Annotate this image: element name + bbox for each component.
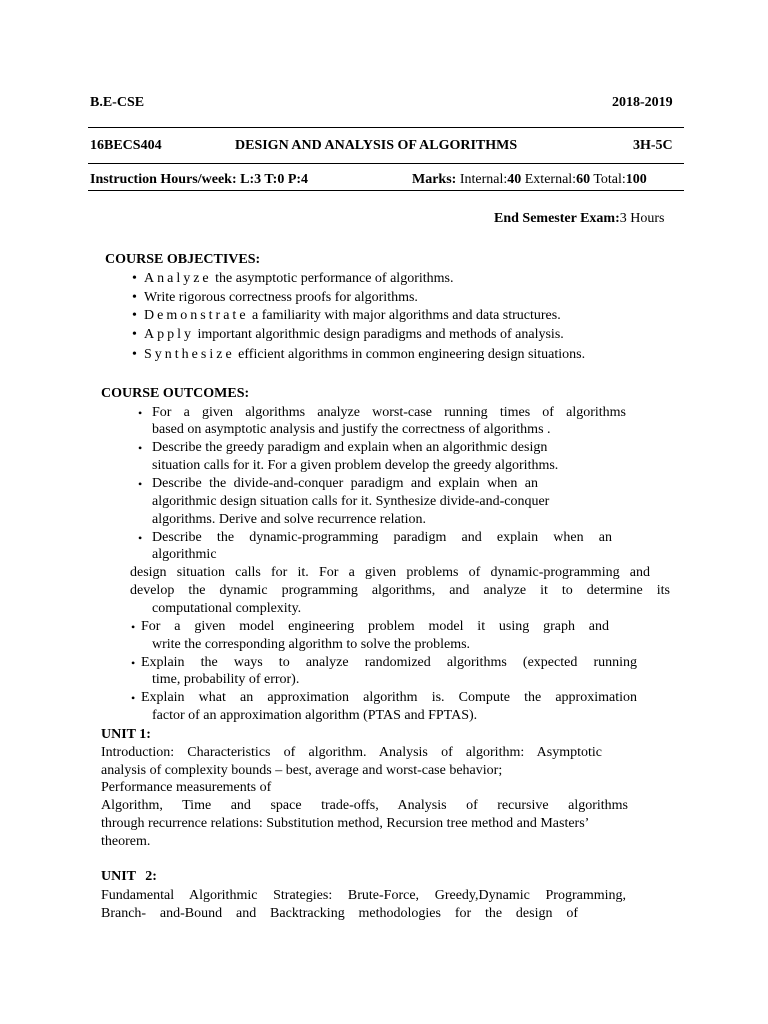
objectives-heading: COURSE OBJECTIVES:	[105, 252, 261, 267]
unit2-heading: UNIT 2:	[101, 869, 157, 884]
objective-verb: Demonstrate	[144, 308, 249, 323]
unit1-line: Introduction: Characteristics of algorithm. Analysis of algorithm: Asymptotic	[101, 745, 602, 760]
bullet: •	[132, 327, 137, 342]
unit2-line: Fundamental Algorithmic Strategies: Brute-Force, Greedy,Dynamic Programming,	[101, 888, 626, 903]
objective-item	[132, 289, 418, 307]
instruction-hours: Instruction Hours/week: L:3 T:0 P:4	[90, 172, 309, 187]
unit1-line: through recurrence relations: Substitution method, Recursion tree method and Masters’	[101, 816, 590, 831]
bullet: •	[132, 271, 137, 286]
unit1-line: theorem.	[101, 834, 151, 849]
bullet: •	[131, 656, 136, 670]
academic-year: 2018-2019	[612, 95, 673, 110]
outcome-line: Explain the ways to analyze randomized algorithms (expected running	[141, 655, 637, 670]
outcome-line: based on asymptotic analysis and justify the correctness of algorithms .	[152, 422, 551, 437]
unit1-line: analysis of complexity bounds – best, average and worst-case behavior;	[101, 763, 503, 778]
outcome-line: Describe the greedy paradigm and explain when an algorithmic design	[152, 440, 548, 455]
course-title: DESIGN AND ANALYSIS OF ALGORITHMS	[235, 138, 518, 153]
internal-value: 40	[507, 172, 522, 187]
internal-label: Internal:	[459, 172, 508, 187]
objective-verb: Analyze	[144, 271, 212, 286]
marks-line	[412, 171, 647, 189]
outcomes-heading: COURSE OUTCOMES:	[101, 386, 250, 401]
objective-verb: Apply	[144, 327, 194, 342]
objective-item	[132, 326, 564, 344]
bullet: •	[138, 531, 143, 545]
external-value: 60	[576, 172, 591, 187]
outcome-line: situation calls for it. For a given problem develop the greedy algorithms.	[152, 458, 559, 473]
unit1-line: Algorithm, Time and space trade-offs, Analysis of recursive algorithms	[101, 798, 628, 813]
objective-text: efficient algorithms in common engineering design situations.	[234, 347, 586, 362]
course-credits: 3H-5C	[633, 138, 673, 153]
program-name: B.E-CSE	[90, 95, 145, 110]
bullet: •	[138, 477, 143, 491]
outcome-line: factor of an approximation algorithm (PTAS and FPTAS).	[152, 708, 478, 723]
bullet: •	[131, 691, 136, 705]
total-label: Total:	[593, 172, 626, 187]
outcome-line: write the corresponding algorithm to solve the problems.	[152, 637, 471, 652]
objective-item	[132, 307, 561, 325]
bullet: •	[131, 620, 136, 634]
objective-verb: Synthesize	[144, 347, 235, 362]
unit1-heading: UNIT 1:	[101, 727, 151, 742]
total-value: 100	[625, 172, 647, 187]
bullet: •	[132, 347, 137, 362]
divider-bottom	[88, 190, 684, 191]
outcome-line: For a given model engineering problem model it using graph and	[141, 619, 609, 634]
unit1-line: Performance measurements of	[101, 780, 272, 795]
bullet: •	[138, 441, 143, 455]
divider-mid	[88, 163, 684, 164]
external-label: External:	[524, 172, 577, 187]
bullet: •	[132, 290, 137, 305]
bullet: •	[138, 406, 143, 420]
objective-item	[132, 270, 453, 288]
outcome-line: For a given algorithms analyze worst-case running times of algorithms	[152, 405, 626, 420]
objective-text: Write rigorous correctness proofs for algorithms.	[144, 290, 418, 305]
outcome-line: algorithmic	[152, 547, 217, 562]
outcome-line: time, probability of error).	[152, 672, 300, 687]
unit2-line: Branch- and-Bound and Backtracking methodologies for the design of	[101, 906, 578, 921]
outcome-line: design situation calls for it. For a given problems of dynamic-programming and	[130, 565, 650, 580]
divider-top	[88, 127, 684, 128]
outcome-line: algorithms. Derive and solve recurrence relation.	[152, 512, 427, 527]
exam-label: End Semester Exam:	[494, 211, 620, 226]
marks-label: Marks:	[412, 172, 457, 187]
outcome-line: Describe the dynamic-programming paradigm and explain when an	[152, 530, 612, 545]
outcome-line: Explain what an approximation algorithm is. Compute the approximation	[141, 690, 637, 705]
outcome-line: develop the dynamic programming algorithms, and analyze it to determine its	[130, 583, 670, 598]
objective-text: the asymptotic performance of algorithms.	[211, 271, 454, 286]
objective-item	[132, 346, 585, 364]
objective-text: important algorithmic design paradigms and methods of analysis.	[194, 327, 564, 342]
outcome-line: computational complexity.	[152, 601, 302, 616]
outcome-line: algorithmic design situation calls for it. Synthesize divide-and-conquer	[152, 494, 550, 509]
course-code: 16BECS404	[90, 138, 162, 153]
bullet: •	[132, 308, 137, 323]
outcome-line: Describe the divide-and-conquer paradigm and explain when an	[152, 476, 538, 491]
end-semester-exam	[494, 210, 664, 228]
objective-text: a familiarity with major algorithms and data structures.	[248, 308, 561, 323]
exam-value: 3 Hours	[619, 211, 665, 226]
